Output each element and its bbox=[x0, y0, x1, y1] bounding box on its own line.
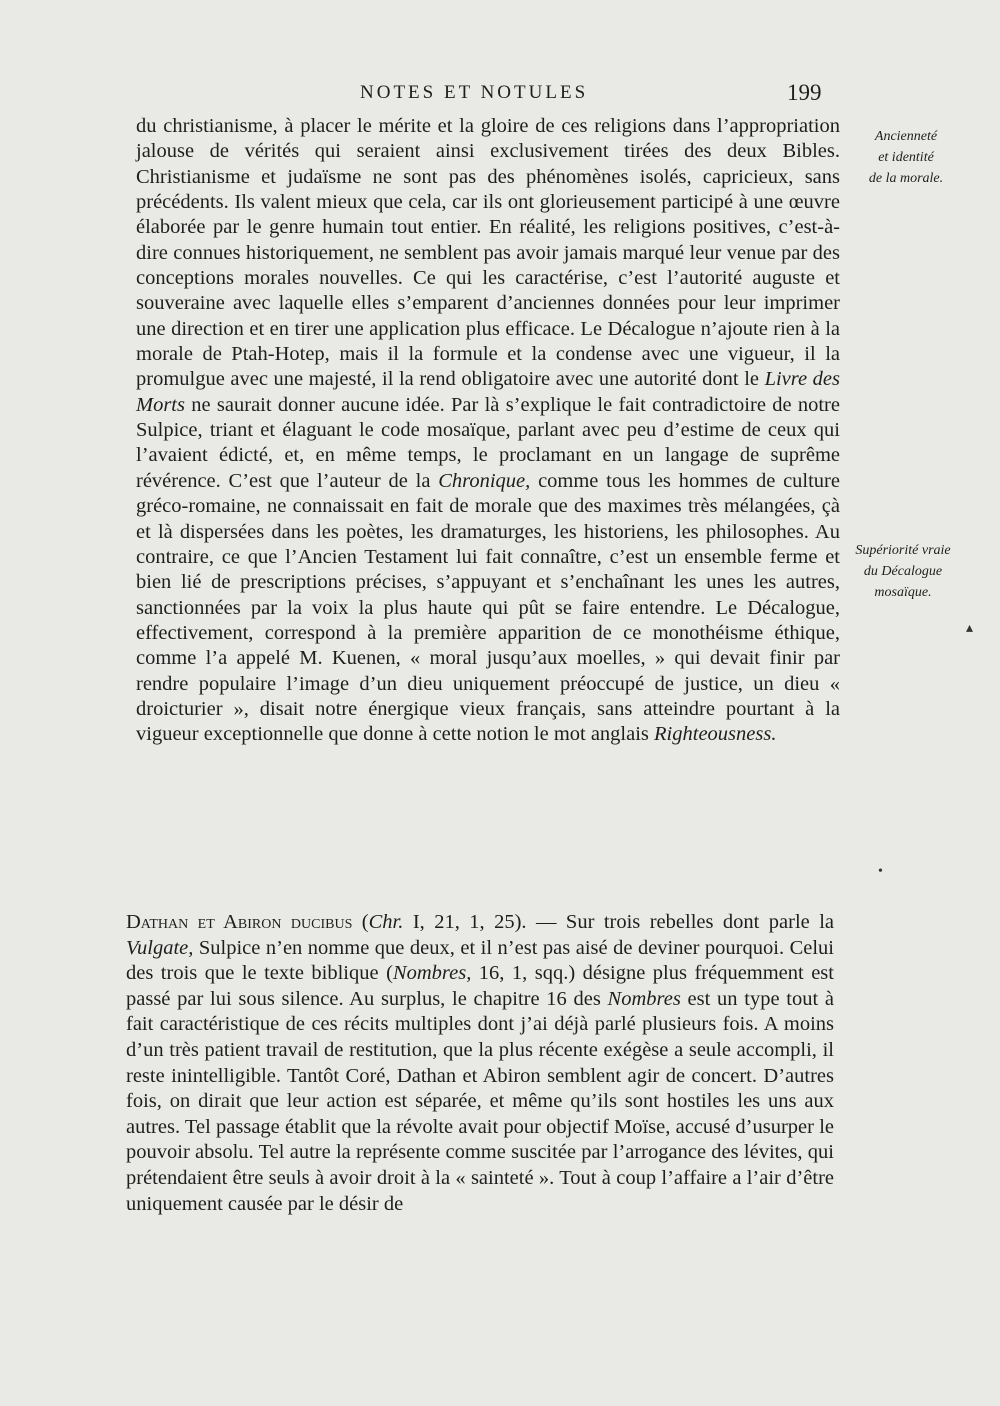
text-run: 16, 1, sqq.) désigne plus fréquemment est passé par lui sous silence. Au surplus, le chapitre 16 des bbox=[126, 962, 834, 1010]
body-paragraph-2 bbox=[126, 910, 834, 1217]
margin-note-line: de la morale. bbox=[868, 171, 944, 186]
text-run: ne saurait donner aucune idée. Par là s’explique le fait contradictoire de notre Sulpice, triant et élaguant le code mosaïque, parlant avec peu d’estime de ceux qui l’avaient édicté, et, en même temps, le proclamant en un langage de suprême révérence. C’est que l’auteur de la bbox=[136, 393, 840, 492]
margin-note-line: mosaïque. bbox=[874, 585, 932, 600]
margin-note-line: et identité bbox=[878, 150, 934, 165]
page-number: 199 bbox=[787, 80, 822, 105]
italic-title: Vulgate, bbox=[126, 936, 194, 959]
italic-title: Nombres, bbox=[392, 962, 472, 985]
margin-note-line: du Décalogue bbox=[863, 564, 943, 579]
paragraph-text bbox=[126, 910, 834, 1217]
paragraph-text bbox=[136, 114, 840, 748]
ink-speck: • bbox=[878, 864, 883, 879]
body-paragraph-1 bbox=[136, 114, 840, 748]
text-run: du christianisme, à placer le mérite et la gloire de ces religions dans l’appropriation jalouse de vérités qui seraient ainsi exclusivement tirées des deux Bibles. Christianisme et judaïsme ne sont pas des phénomènes isolés, capricieux, sans précédents. Ils valent mieux que cela, car ils ont glorieusement participé à une œuvre élaborée par le genre humain tout entier. En réalité, les religions positives, c’est-à-dire connues historiquement, ne semblent pas avoir jamais marqué leur venue par des conceptions morales nouvelles. Ce qui les caractérise, c’est l’autorité auguste et souveraine avec laquelle elles s’emparent d’anciennes données pour leur imprimer une direction et en tirer une application plus efficace. Le Décalogue n’ajoute rien à la morale de Ptah-Hotep, mais il la formule et la condense avec une vigueur, il la promulgue avec une majesté, il la rend obligatoire avec une autorité dont le bbox=[136, 115, 840, 391]
italic-title: Nombres bbox=[607, 987, 681, 1010]
italic-title: Chronique, bbox=[438, 469, 531, 492]
italic-term: Righteousness. bbox=[654, 723, 777, 746]
text-run: ( bbox=[352, 911, 369, 933]
margin-note-antiquity bbox=[852, 126, 960, 189]
margin-note-line: Ancienneté bbox=[874, 129, 938, 144]
running-title: NOTES ET NOTULES bbox=[360, 82, 589, 103]
text-run: Sulpice n’en nomme que deux, et il n’est pas aisé de deviner pourquoi. Celui des trois que le texte biblique ( bbox=[126, 936, 834, 985]
text-run: est un type tout à fait caractéristique de ces récits multiples dont j’ai déjà parlé plusieurs fois. A moins d’un très patient travail de restitution, que la plus récente exégèse a seule accompli, il reste inintelligible. Tantôt Coré, Dathan et Abiron semblent agir de concert. D’autres fois, on dirait que leur action est séparée, et même qu’ils sont hostiles les uns aux autres. Tel passage établit que la révolte avait pour objectif Moïse, accusé d’usurper le pouvoir absolu. Tel autre la représente comme suscitée par l’arrogance des lévites, qui prétendaient être seuls à avoir droit à la « sainteté ». Tout à coup l’affaire a l’air d’être uniquement causée par le désir de bbox=[126, 987, 834, 1215]
entry-heading: Dathan et Abiron ducibus bbox=[126, 911, 353, 933]
italic-title: Livre des Morts bbox=[136, 368, 840, 416]
text-run: I, 21, 1, 25). — Sur trois rebelles dont parle la bbox=[403, 911, 834, 933]
ink-speck: ▴ bbox=[966, 621, 974, 636]
text-run: comme tous les hommes de culture gréco-romaine, ne connaissait en fait de morale que des maximes très mélangées, çà et là dispersées dans les poètes, les dramaturges, les historiens, les philosophes. Au contraire, ce que l’Ancien Testament lui fait connaître, c’est un ensemble ferme et bien lié de prescriptions précises, s’appuyant et s’enchaînant les unes les autres, sanctionnées par la voix la plus haute qui pût se faire entendre. Le Décalogue, effectivement, correspond à la première apparition de ce monothéisme éthique, comme l’a appelé M. Kuenen, « moral jusqu’aux moelles, » qui devait finir par rendre populaire l’image d’un dieu uniquement préoccupé de justice, un dieu « droicturier », disait notre énergique vieux français, sans atteindre pourtant à la vigueur exceptionnelle que donne à cette notion le mot anglais bbox=[136, 469, 840, 746]
margin-note-decalogue bbox=[844, 540, 962, 603]
italic-abbrev: Chr. bbox=[368, 911, 404, 933]
margin-note-line: Supériorité vraie bbox=[855, 543, 951, 558]
running-head bbox=[0, 82, 1000, 112]
